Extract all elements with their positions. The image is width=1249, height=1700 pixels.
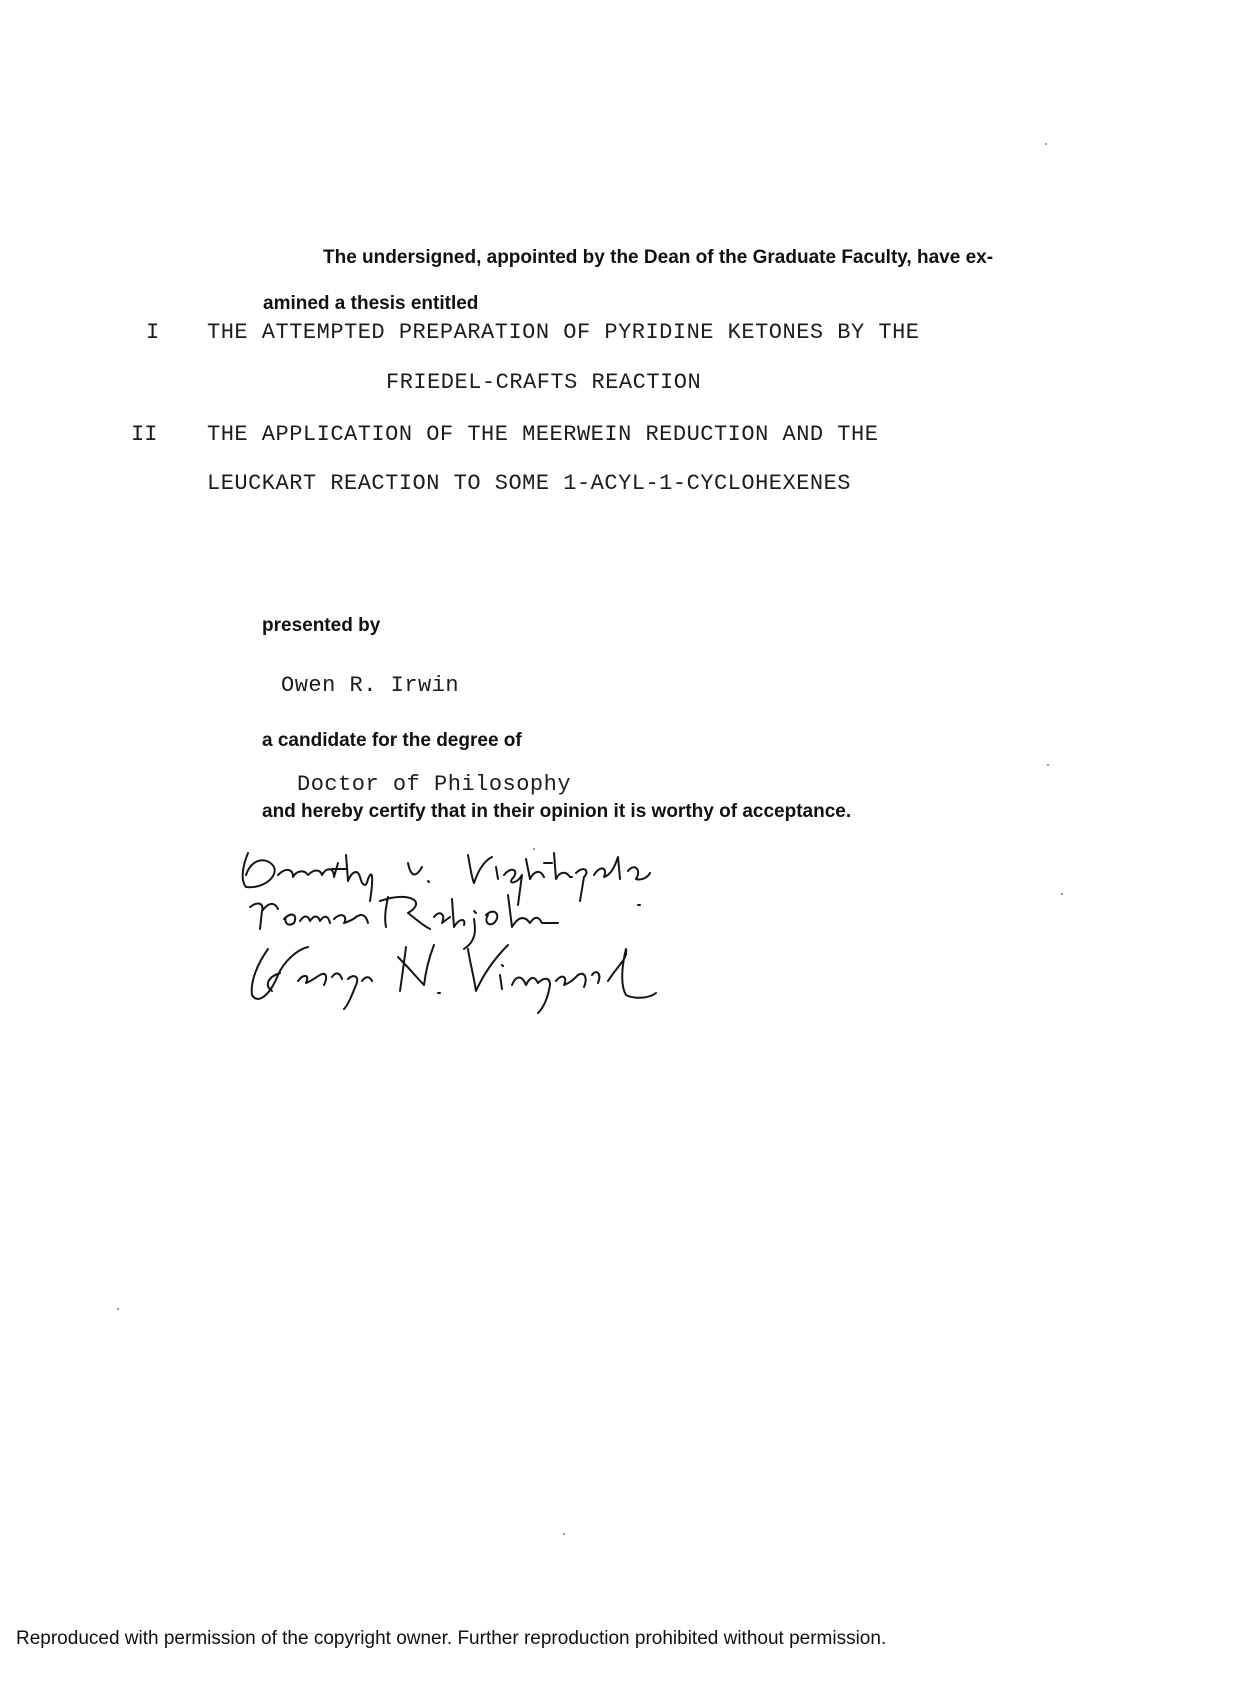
presented-by-label: presented by [262, 615, 381, 636]
scan-speck [1047, 764, 1049, 766]
scan-speck [1061, 893, 1063, 895]
intro-line-2: amined a thesis entitled [263, 293, 479, 314]
signatures-block [238, 845, 758, 1015]
certify-statement: and hereby certify that in their opinion it is worthy of acceptance. [262, 801, 852, 822]
signature-nightingale [243, 853, 650, 905]
scan-speck [563, 1533, 565, 1535]
title-numeral-1: I [146, 320, 160, 345]
title-2-line-2: LEUCKART REACTION TO SOME 1-ACYL-1-CYCLOHEXENES [207, 471, 852, 496]
intro-line-1: The undersigned, appointed by the Dean of the Graduate Faculty, have ex- [323, 247, 994, 268]
scan-speck [117, 1308, 119, 1310]
degree-label: a candidate for the degree of [262, 730, 522, 751]
signature-rabjohn [250, 895, 558, 949]
scan-speck [1045, 143, 1047, 145]
author-name: Owen R. Irwin [281, 673, 460, 698]
title-2-line-1: THE APPLICATION OF THE MEERWEIN REDUCTION AND THE [207, 422, 879, 447]
scan-speck [533, 848, 535, 850]
copyright-footer: Reproduced with permission of the copyright owner. Further reproduction prohibited without permission. [16, 1628, 887, 1649]
signature-vineyard [252, 945, 656, 1013]
title-1-line-2: FRIEDEL-CRAFTS REACTION [386, 370, 702, 395]
title-numeral-2: II [131, 422, 158, 447]
degree-name: Doctor of Philosophy [297, 772, 572, 797]
title-1-line-1: THE ATTEMPTED PREPARATION OF PYRIDINE KETONES BY THE [207, 320, 920, 345]
